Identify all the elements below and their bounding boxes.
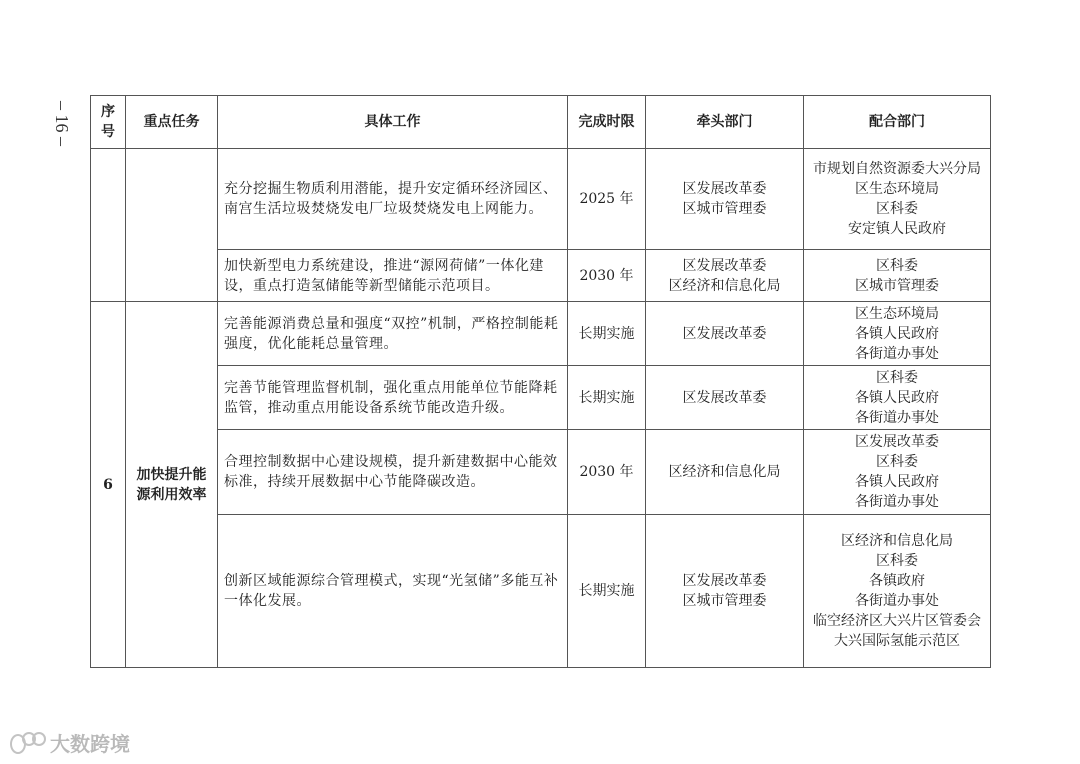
task-cell [126, 302, 218, 668]
task-table [90, 95, 991, 668]
coop-dept: 临空经济区大兴片区管委会 [813, 613, 981, 629]
header-task: 重点任务 [126, 96, 218, 149]
lead-cell [646, 302, 804, 366]
work-cell: 加快新型电力系统建设，推进“源网荷储”一体化建设，重点打造氢储能等新型储能示范项目。 [218, 250, 568, 302]
coop-dept: 各街道办事处 [855, 345, 939, 362]
deadline-cell: 2030 年 [568, 430, 646, 515]
lead-dept: 区城市管理委 [682, 201, 767, 217]
page-number [50, 93, 72, 153]
deadline-cell: 长期实施 [568, 515, 646, 668]
header-deadline: 完成时限 [568, 96, 646, 149]
coop-dept: 区生态环境局 [855, 305, 939, 322]
header-seq-line-2: 号 [101, 124, 115, 140]
lead-cell [646, 366, 804, 430]
coop-dept: 各镇人民政府 [855, 389, 939, 406]
coop-dept: 区经济和信息化局 [841, 533, 953, 549]
coop-dept: 区科委 [876, 553, 918, 569]
lead-dept: 区发展改革委 [682, 181, 767, 197]
work-cell: 创新区域能源综合管理模式，实现“光氢储”多能互补一体化发展。 [218, 515, 568, 668]
lead-dept: 区经济和信息化局 [668, 464, 781, 480]
deadline-cell: 2030 年 [568, 250, 646, 302]
table-row [91, 302, 991, 366]
deadline-cell: 2025 年 [568, 149, 646, 250]
lead-dept: 区发展改革委 [682, 573, 767, 589]
coop-cell [804, 149, 991, 250]
lead-dept: 区城市管理委 [682, 593, 767, 609]
header-seq [91, 96, 126, 149]
work-cell: 完善节能管理监督机制，强化重点用能单位节能降耗监管，推动重点用能设备系统节能改造升级。 [218, 366, 568, 430]
lead-dept: 区发展改革委 [682, 325, 767, 342]
table-header [91, 96, 991, 149]
work-cell: 充分挖掘生物质利用潜能，提升安定循环经济园区、南宫生活垃圾焚烧发电厂垃圾焚烧发电上网能力。 [218, 149, 568, 250]
lead-dept: 区发展改革委 [682, 257, 767, 274]
header-lead: 牵头部门 [646, 96, 804, 149]
coop-dept: 大兴国际氢能示范区 [834, 633, 960, 649]
lead-dept: 区发展改革委 [682, 389, 767, 406]
seq-cell-continued [91, 149, 126, 302]
work-cell: 合理控制数据中心建设规模，提升新建数据中心能效标准，持续开展数据中心节能降碳改造。 [218, 430, 568, 515]
lead-cell [646, 430, 804, 515]
coop-dept: 市规划自然资源委大兴分局 [813, 161, 981, 177]
lead-cell [646, 149, 804, 250]
coop-dept: 区科委 [876, 369, 918, 386]
watermark-text: 大数跨境 [50, 731, 130, 756]
coop-cell [804, 430, 991, 515]
coop-dept: 各镇政府 [869, 573, 925, 589]
coop-dept: 各街道办事处 [855, 593, 939, 609]
table-row [91, 149, 991, 250]
table-row [91, 515, 991, 668]
task-line-2: 源利用效率 [136, 486, 207, 503]
header-coop: 配合部门 [804, 96, 991, 149]
task-line-1: 加快提升能 [136, 466, 207, 483]
task-cell-continued [126, 149, 218, 302]
header-row [91, 96, 991, 149]
deadline-cell: 长期实施 [568, 302, 646, 366]
lead-cell [646, 515, 804, 668]
header-work: 具体工作 [218, 96, 568, 149]
table-row [91, 430, 991, 515]
coop-cell [804, 250, 991, 302]
coop-dept: 区生态环境局 [855, 181, 939, 197]
table-row [91, 250, 991, 302]
lead-cell [646, 250, 804, 302]
coop-cell [804, 515, 991, 668]
lead-dept: 区经济和信息化局 [668, 277, 781, 294]
coop-cell [804, 302, 991, 366]
coop-dept: 区科委 [876, 454, 918, 470]
coop-dept: 各镇人民政府 [855, 474, 939, 490]
table-body [91, 149, 991, 668]
coop-dept: 区科委 [876, 201, 918, 217]
deadline-cell: 长期实施 [568, 366, 646, 430]
seq-cell: 6 [91, 302, 126, 668]
coop-dept: 区科委 [876, 257, 918, 274]
coop-dept: 各街道办事处 [855, 494, 939, 510]
coop-dept: 区城市管理委 [855, 277, 939, 294]
coop-cell [804, 366, 991, 430]
watermark [10, 726, 130, 758]
coop-dept: 区发展改革委 [855, 434, 939, 450]
table-row [91, 366, 991, 430]
coop-dept: 安定镇人民政府 [848, 221, 946, 237]
page-number-text: – 16 – [51, 100, 72, 146]
work-cell: 完善能源消费总量和强度“双控”机制，严格控制能耗强度，优化能耗总量管理。 [218, 302, 568, 366]
coop-dept: 各镇人民政府 [855, 325, 939, 342]
header-seq-line-1: 序 [101, 104, 115, 120]
coop-dept: 各街道办事处 [855, 409, 939, 426]
brand-logo-icon [10, 730, 46, 754]
